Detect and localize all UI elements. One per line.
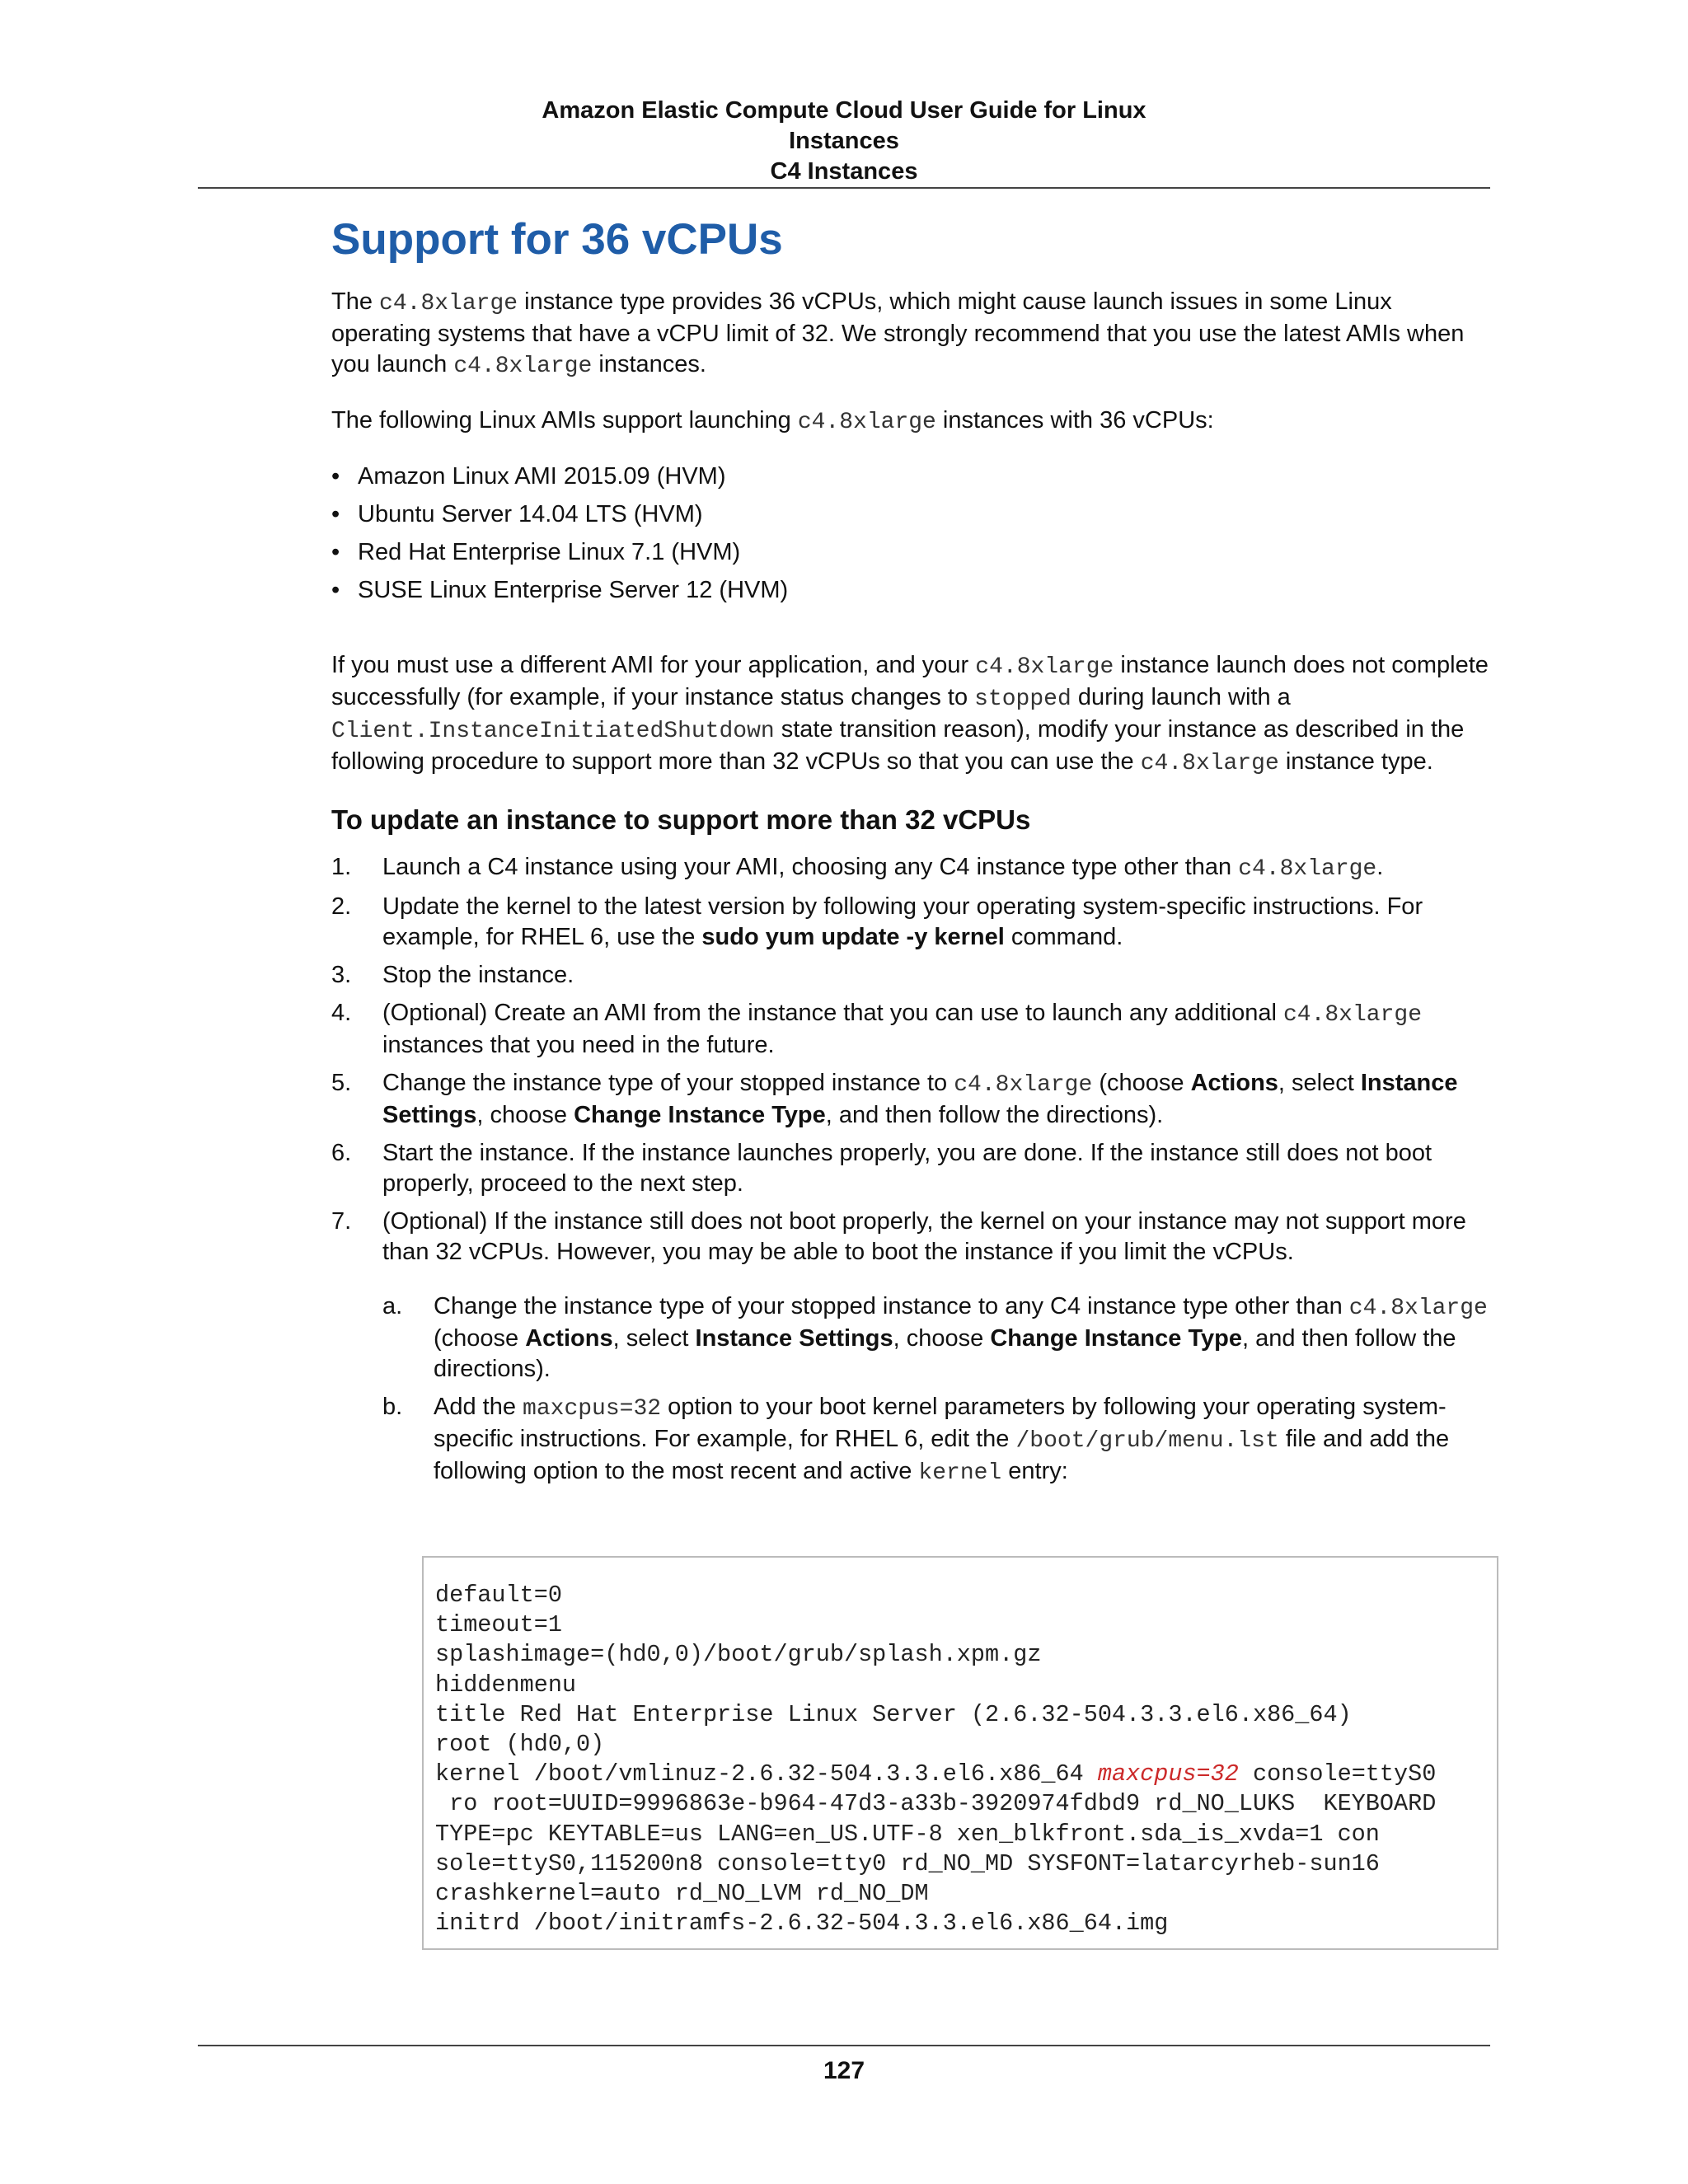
code-line: sole=ttyS0,115200n8 console=tty0 rd_NO_MD SYSFONT=latarcyrheb-sun16: [435, 1849, 1380, 1877]
step-number: 5.: [331, 1070, 352, 1096]
footer-rule: [198, 2045, 1490, 2046]
inline-code: c4.8xlarge: [975, 654, 1114, 680]
inline-code: c4.8xlarge: [453, 354, 593, 379]
substep-item: [382, 1392, 1493, 1488]
text: (choose: [1092, 1070, 1191, 1096]
list-item: [331, 537, 1493, 568]
text: state transition reason), modify your instance as described in the following procedure to support more than 32 vCPUs so that you can use the: [331, 716, 1465, 775]
code-line: timeout=1: [435, 1611, 562, 1639]
text: instance type provides 36 vCPUs, which might cause launch issues in some Linux operating systems that have a vCPU limit of 32. We strongly recommend that you use the latest AMIs when you launch: [331, 288, 1465, 377]
procedure-title: To update an instance to support more than 32 vCPUs: [331, 804, 1031, 835]
text: instances with 36 vCPUs:: [935, 407, 1214, 434]
text: Ubuntu Server 14.04 LTS (HVM): [358, 501, 703, 527]
ui-term: Actions: [1190, 1070, 1278, 1096]
inline-code: c4.8xlarge: [1140, 751, 1279, 776]
page-content: [331, 213, 1493, 1496]
step-item: [331, 852, 1493, 884]
substep-item: [382, 1291, 1493, 1385]
step-item: [331, 998, 1493, 1061]
code-line: default=0: [435, 1582, 562, 1609]
text: , choose: [476, 1102, 574, 1128]
text: , select: [1278, 1070, 1361, 1096]
page-number: 127: [823, 2057, 865, 2084]
text: command.: [1004, 924, 1123, 950]
text: during launch with a: [1071, 684, 1291, 710]
text: Change the instance type of your stopped instance to: [382, 1070, 954, 1096]
ui-term: Actions: [525, 1325, 613, 1352]
inline-code: kernel: [918, 1460, 1002, 1486]
text: , and then follow the directions).: [825, 1102, 1164, 1128]
text: Amazon Linux AMI 2015.09 (HVM): [358, 463, 726, 490]
text: , choose: [893, 1325, 991, 1352]
substep-letter: b.: [382, 1394, 403, 1420]
text: Change the instance type of your stopped instance to any C4 instance type other than: [434, 1293, 1349, 1319]
ui-term: Instance Settings: [695, 1325, 893, 1352]
procedure-steps: [331, 852, 1493, 1488]
text: .: [1376, 854, 1384, 880]
inline-code: Client.InstanceInitiatedShutdown: [331, 719, 775, 744]
ui-term: Change Instance Type: [574, 1102, 826, 1128]
text: file and add the following option to the most recent and active: [434, 1426, 1450, 1484]
step-number: 6.: [331, 1140, 352, 1166]
inline-code: c4.8xlarge: [379, 291, 518, 316]
page-title: Support for 36 vCPUs: [331, 215, 783, 264]
text: Update the kernel to the latest version by following your operating system-specific instructions. For example, for RHEL 6, use the: [382, 893, 1423, 950]
ui-term: Instance Settings: [382, 1070, 1458, 1128]
code-line: title Red Hat Enterprise Linux Server (2.6.32-504.3.3.el6.x86_64): [435, 1700, 1352, 1728]
code-line: ro root=UUID=9996863e-b964-47d3-a33b-3920974fdbd9 rd_NO_LUKS KEYBOARD: [435, 1790, 1437, 1818]
code-line: hiddenmenu: [435, 1671, 577, 1699]
text: , select: [612, 1325, 696, 1352]
grub-config-code-block: [422, 1556, 1498, 1950]
step-number: 1.: [331, 854, 352, 880]
code-line: root (hd0,0): [435, 1731, 605, 1759]
ui-term: Change Instance Type: [990, 1325, 1242, 1352]
inline-code: c4.8xlarge: [1238, 856, 1377, 882]
text: Red Hat Enterprise Linux 7.1 (HVM): [358, 539, 741, 565]
text: The following Linux AMIs support launching: [331, 407, 798, 434]
step-number: 7.: [331, 1208, 352, 1235]
text: instances.: [592, 351, 706, 377]
bullet: •: [331, 539, 340, 565]
text: (Optional) Create an AMI from the instance that you can use to launch any additional: [382, 1000, 1283, 1026]
list-item: [331, 499, 1493, 530]
code-line: initrd /boot/initramfs-2.6.32-504.3.3.el6.x86_64.img: [435, 1910, 1169, 1938]
inline-code: c4.8xlarge: [797, 410, 936, 435]
inline-code: c4.8xlarge: [1348, 1296, 1488, 1321]
command-text: sudo yum update -y kernel: [701, 924, 1005, 950]
inline-code: maxcpus=32: [523, 1396, 662, 1422]
step-item: [331, 1068, 1493, 1131]
step-number: 3.: [331, 962, 352, 988]
highlighted-option: maxcpus=32: [1097, 1760, 1239, 1788]
code-line: splashimage=(hd0,0)/boot/grub/splash.xpm.gz: [435, 1641, 1042, 1669]
code-line: TYPE=pc KEYTABLE=us LANG=en_US.UTF-8 xen_blkfront.sda_is_xvda=1 con: [435, 1820, 1380, 1848]
header-section: Instances: [789, 128, 899, 154]
different-ami-paragraph: [331, 650, 1493, 779]
text: The: [331, 288, 380, 315]
ami-list-intro: [331, 405, 1493, 438]
code-line: [435, 1760, 1497, 1789]
step-item: [331, 1207, 1493, 1488]
step-item: [331, 960, 1493, 991]
text: Start the instance. If the instance launches properly, you are done. If the instance still does not boot properly, proceed to the next step.: [382, 1140, 1432, 1197]
intro-paragraph: [331, 287, 1493, 382]
inline-code: stopped: [974, 687, 1071, 712]
bullet: •: [331, 463, 340, 490]
step-number: 4.: [331, 1000, 352, 1026]
text: Stop the instance.: [382, 962, 574, 988]
header-subsection: C4 Instances: [770, 158, 918, 185]
bullet: •: [331, 577, 340, 603]
step-item: [331, 1138, 1493, 1199]
text: SUSE Linux Enterprise Server 12 (HVM): [358, 577, 789, 603]
substeps: [382, 1291, 1493, 1488]
code-line: crashkernel=auto rd_NO_LVM rd_NO_DM: [435, 1880, 929, 1908]
text: instance launch does not complete successfully (for example, if your instance status changes to: [331, 652, 1489, 710]
header-rule: [198, 187, 1490, 189]
list-item: [331, 575, 1493, 606]
text: Launch a C4 instance using your AMI, choosing any C4 instance type other than: [382, 854, 1239, 880]
text: (choose: [434, 1325, 526, 1352]
code-text: console=ttyS0: [1238, 1760, 1437, 1788]
bullet: •: [331, 501, 340, 527]
text: instance type.: [1278, 748, 1433, 775]
ami-list: [331, 462, 1493, 606]
inline-code: /boot/grub/menu.lst: [1015, 1428, 1279, 1454]
text: option to your boot kernel parameters by following your operating system-specific instructions. For example, for RHEL 6, edit the: [434, 1394, 1447, 1452]
header-guide-title: Amazon Elastic Compute Cloud User Guide for Linux: [542, 97, 1146, 124]
text: (Optional) If the instance still does not boot properly, the kernel on your instance may not support more than 32 vCPUs. However, you may be able to boot the instance if you limit the vCPUs.: [382, 1208, 1466, 1265]
inline-code: c4.8xlarge: [1282, 1002, 1422, 1028]
running-header: [198, 96, 1490, 187]
inline-code: c4.8xlarge: [954, 1072, 1093, 1098]
text: Add the: [434, 1394, 523, 1420]
text: If you must use a different AMI for your application, and your: [331, 652, 976, 678]
substep-letter: a.: [382, 1293, 403, 1319]
text: , and then follow the directions).: [434, 1325, 1456, 1382]
list-item: [331, 462, 1493, 492]
text: entry:: [1001, 1458, 1068, 1484]
text: instances that you need in the future.: [382, 1032, 775, 1058]
step-number: 2.: [331, 893, 352, 920]
code-text: kernel /boot/vmlinuz-2.6.32-504.3.3.el6.x86_64: [435, 1760, 1098, 1788]
step-item: [331, 892, 1493, 953]
